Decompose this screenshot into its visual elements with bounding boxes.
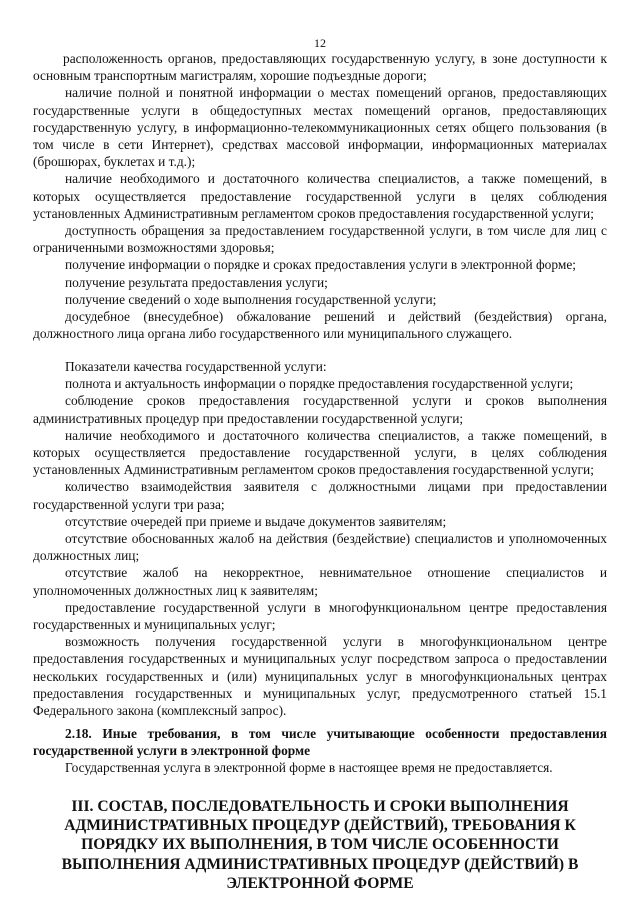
paragraph: досудебное (внесудебное) обжалование решений и действий (бездействия) органа, должностного лица органа либо государственного или муниципального служащего.	[33, 309, 607, 342]
paragraph: Государственная услуга в электронной форме в настоящее время не предоставляется.	[65, 760, 553, 776]
accessibility-indicators-block	[33, 50, 607, 342]
paragraph: предоставление государственной услуги в многофункциональном центре предоставления государственных и муниципальных услуг;	[33, 599, 607, 633]
paragraph: получение результата предоставления услуги;	[65, 274, 328, 290]
paragraph: получение информации о порядке и сроках предоставления услуги в электронной форме;	[65, 257, 576, 273]
paragraph: расположенность органов, предоставляющих государственную услугу, в зоне доступности к основным транспортным магистралям, хорошие подъездные дороги;	[33, 51, 607, 84]
paragraph: Показатели качества государственной услуги:	[65, 359, 327, 374]
paragraph: отсутствие жалоб на некорректное, невнимательное отношение специалистов и уполномоченных должностных лиц к заявителям;	[33, 565, 607, 598]
quality-indicators-block	[33, 358, 607, 719]
paragraph: наличие необходимого и достаточного количества специалистов, а также помещений, в которых осуществляется предоставление государственной услуги в целях соблюдения установленных Административным регламентом сроков предоставления государственной услуги;	[33, 171, 607, 221]
section-heading: 2.18. Иные требования, в том числе учитывающие особенности предоставления государственной услуги в электронной форме	[33, 726, 607, 759]
paragraph: наличие полной и понятной информации о местах помещений органов, предоставляющих государственные услуги в общедоступных местах помещений органов, предоставляющих государственную услугу, в информационно-телекоммуникационных сетях общего пользования (в том числе в сети Интернет), средствах массовой информации, информационных материалах (брошюрах, буклетах и т.д.);	[33, 85, 607, 170]
chapter-title: III. СОСТАВ, ПОСЛЕДОВАТЕЛЬНОСТЬ И СРОКИ ВЫПОЛНЕНИЯ АДМИНИСТРАТИВНЫХ ПРОЦЕДУР (ДЕЙСТВИЙ), ТРЕБОВАНИЯ К ПОРЯДКУ ИХ ВЫПОЛНЕНИЯ, В ТОМ ЧИСЛЕ ОСОБЕННОСТИ ВЫПОЛНЕНИЯ АДМИНИСТРАТИВНЫХ ПРОЦЕДУР (ДЕЙСТВИЙ) В ЭЛЕКТРОННОЙ ФОРМЕ	[61, 798, 579, 892]
paragraph: количество взаимодействия заявителя с должностными лицами при предоставлении государственной услуги три раза;	[33, 479, 607, 512]
paragraph: получение сведений о ходе выполнения государственной услуги;	[65, 291, 437, 307]
paragraph: полнота и актуальность информации о порядке предоставления государственной услуги;	[65, 376, 574, 392]
section-2-18-block	[33, 725, 607, 777]
paragraph: возможность получения государственной услуги в многофункциональном центре предоставления государственных и муниципальных услуг посредством запроса о предоставлении нескольких государственных и (или) муниципальных услуг в многофункциональных центрах предоставления государственных и муниципальных услуг, предусмотренного статьей 15.1 Федерального закона (комплексный запрос).	[33, 634, 607, 719]
paragraph: отсутствие обоснованных жалоб на действия (бездействие) специалистов и уполномоченных должностных лиц;	[33, 531, 607, 564]
paragraph: соблюдение сроков предоставления государственной услуги и сроков выполнения административных процедур при предоставлении государственной услуги;	[33, 393, 607, 426]
paragraph: доступность обращения за предоставлением государственной услуги, в том числе для лиц с ограниченными возможностями здоровья;	[33, 223, 607, 256]
paragraph: отсутствие очередей при приеме и выдаче документов заявителям;	[65, 513, 447, 529]
page-number: 12	[314, 36, 326, 50]
paragraph: наличие необходимого и достаточного количества специалистов, а также помещений, в которых осуществляется предоставление государственной услуги, в целях соблюдения установленных Административным регламентом сроков предоставления государственной услуги;	[33, 427, 607, 478]
